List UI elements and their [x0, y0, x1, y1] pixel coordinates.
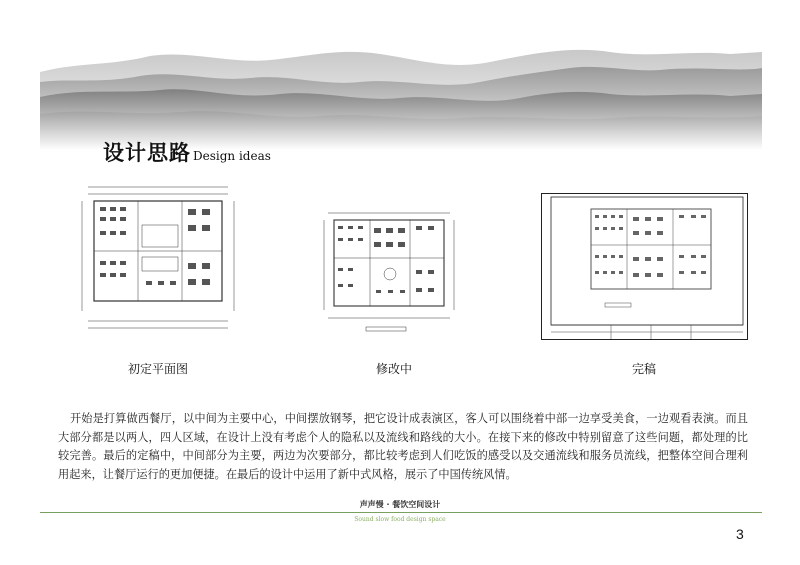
- title-english: Design ideas: [193, 149, 271, 163]
- page-number: 3: [736, 526, 744, 542]
- floor-plan-initial: [78, 181, 240, 333]
- caption-final: 完稿: [631, 362, 656, 376]
- footer-divider: [40, 512, 762, 513]
- ink-mountain-banner: [40, 42, 762, 150]
- caption-revision: 修改中: [375, 362, 412, 376]
- footer-subtitle: Sound slow food design space: [354, 516, 446, 523]
- footer-title: 声声慢 · 餐饮空间设计: [359, 500, 441, 509]
- body-paragraph: 开始是打算做西餐厅，以中间为主要中心，中间摆放钢琴，把它设计成表演区，客人可以围绕着中部一边享受美食，一边观看表演。而且大部分都是以两人，四人区域，在设计上没有考虑个人的隐私以及流线和路线的大小。在接下来的修改中特别留意了这些问题，都处理的比较完善。最后的定稿中，中间部分为主要，两边为次要部分，都比较考虑到人们吃饭的感受以及交通流线和服务员流线，把整体空间合理利用起来，让餐厅运行的更加便捷。在最后的设计中运用了新中式风格，展示了中国传统风情。: [58, 412, 748, 481]
- floor-plan-revision: [322, 210, 456, 334]
- section-title: [103, 137, 271, 167]
- floor-plan-final: [541, 193, 748, 340]
- title-chinese: 设计思路: [103, 141, 191, 165]
- caption-initial-plan: 初定平面图: [127, 362, 188, 376]
